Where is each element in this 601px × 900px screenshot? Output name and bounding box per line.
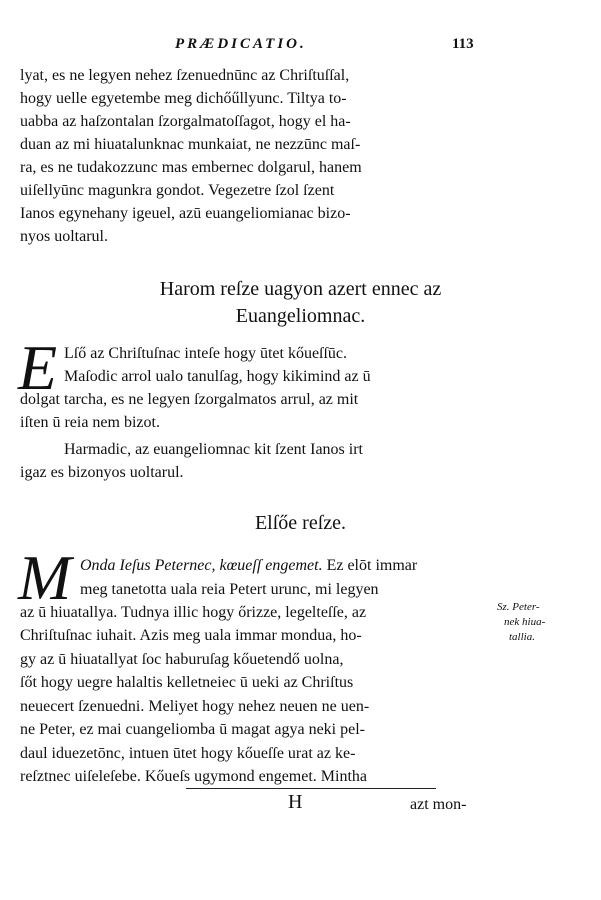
text-line: ne Peter, ez mai cuangeliomba ū magat agya neki pel- xyxy=(20,721,365,738)
underline-stroke xyxy=(186,788,436,789)
subsection-heading: Elſőe reſze. xyxy=(254,512,347,534)
drop-cap-initial: E xyxy=(18,332,58,403)
italic-lead-text: Onda Ieſus Peternec, kœueſſ engemet. xyxy=(80,557,323,574)
text-line: az ū hiuatallya. Tudnya illic hogy őrizze, legelteſſe, az xyxy=(20,604,367,621)
margin-note-line: Sz. Peter- xyxy=(497,601,540,613)
text-line: iſten ū reia nem bizot. xyxy=(20,414,160,431)
text-line: igaz es bizonyos uoltarul. xyxy=(20,464,184,481)
margin-note-line: tallia. xyxy=(509,631,535,643)
page-number: 113 xyxy=(452,36,474,52)
text-line-first xyxy=(80,556,417,576)
text-continuation: Ez elōt immar xyxy=(322,557,418,574)
text-line: ſőt hogy uegre halaltis kelletneiec ū ueki az Chriſtus xyxy=(20,674,354,691)
text-line: uabba az haſzontalan ſzorgalmatoſſagot, hogy el ha- xyxy=(20,113,351,130)
section-heading-continued: Euangeliomnac. xyxy=(235,305,366,327)
text-line: duan az mi hiuatalunknac munkaiat, ne nezzūnc maſ- xyxy=(20,136,361,153)
text-line: Lſő az Chriſtuſnac inteſe hogy ūtet kőueſſūc. xyxy=(64,345,348,362)
section-heading: Harom reſze uagyon azert ennec az xyxy=(159,278,442,300)
text-line: dolgat tarcha, es ne legyen ſzorgalmatos arrul, az mit xyxy=(20,391,359,408)
signature-mark: H xyxy=(288,791,303,813)
text-line: gy az ū hiuatallyat ſoc haburuſag kőuetendő uolna, xyxy=(20,651,344,668)
margin-note-line: nek hiua- xyxy=(504,616,546,628)
text-line: neuecert ſzenuedni. Meliyet hogy nehez neuen ne uen- xyxy=(20,698,370,715)
text-line: uiſellyūnc magunkra gondot. Vegezetre ſzol ſzent xyxy=(20,182,335,199)
running-head-title: PRÆDICATIO. xyxy=(175,36,307,52)
drop-cap-initial: M xyxy=(18,542,72,613)
text-line: Harmadic, az euangeliomnac kit ſzent Ianos irt xyxy=(64,441,363,458)
text-line: daul iduezetōnc, intuen ūtet hogy kőueſſe urat az ke- xyxy=(20,745,356,762)
catchword: azt mon- xyxy=(410,796,467,813)
text-line: meg tanetotta uala reia Petert urunc, mi legyen xyxy=(80,581,379,598)
text-line: Maſodic arrol ualo tanulſag, hogy kikimind az ū xyxy=(64,368,371,385)
text-line: hogy uelle egyetembe meg dichőűllyunc. Tiltya to- xyxy=(20,90,347,107)
text-line: Chriſtuſnac iuhait. Azis meg uala immar mondua, ho- xyxy=(20,627,362,644)
text-line: nyos uoltarul. xyxy=(20,228,108,245)
text-line: reſztnec uiſeleſebe. Kőueſs ugymond engemet. Mintha xyxy=(20,768,367,785)
text-line: ra, es ne tudakozzunc mas embernec dolgarul, hanem xyxy=(20,159,362,176)
running-head xyxy=(0,36,601,56)
text-line: Ianos egynehany igeuel, azū euangeliomianac bizo- xyxy=(20,205,351,222)
text-line: lyat, es ne legyen nehez ſzenuednūnc az Chriſtuſſal, xyxy=(20,67,350,84)
